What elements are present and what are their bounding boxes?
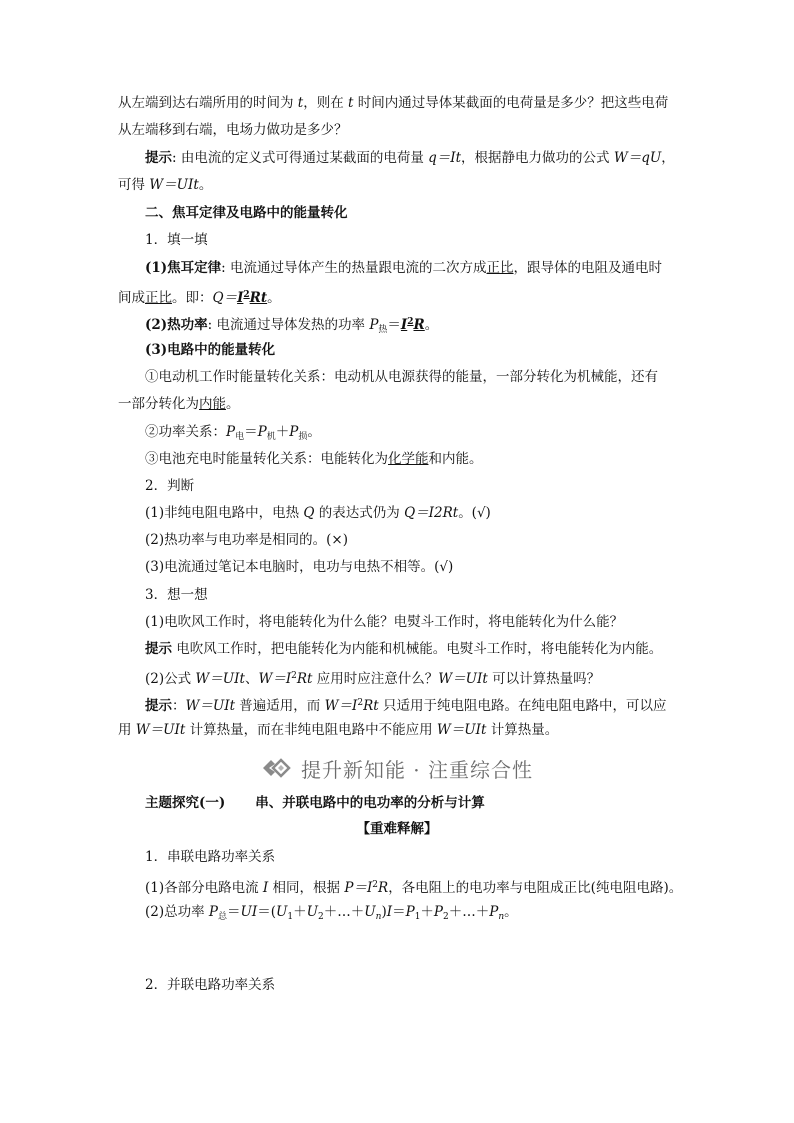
think-hint-2-line-1: 提示：W＝UIt 普遍适用，而 $W=I^2Rt$ 只适用于纯电阻电路。在纯电阻电路中，可以应 bbox=[145, 698, 667, 714]
think-question-1: (1)电吹风工作时，将电能转化为什么能？电熨斗工作时，将电能转化为什么能？ bbox=[145, 614, 624, 630]
para-line-2: 从左端移到右端，电场力做功是多少？ bbox=[118, 122, 348, 138]
heat-power-line: (2)热功率: 电流通过导体发热的功率 $P_热=I^2R$。 bbox=[145, 317, 439, 335]
think-hint-1: 提示 电吹风工作时，把电能转化为内能和机械能。电熨斗工作时，将电能转化为内能。 bbox=[145, 641, 663, 657]
para-line-1: 从左端到达右端所用的时间为 t，则在 t 时间内通过导体某截面的电荷量是多少？把这些电荷 bbox=[118, 95, 669, 111]
key-difficulty-heading: 【重难释解】 bbox=[356, 821, 438, 837]
subheading-think: 3．想一想 bbox=[145, 587, 208, 603]
joule-law-line-2: 间成正比。即：$Q=I^2Rt$。 bbox=[118, 290, 281, 306]
motor-line-1: ①电动机工作时能量转化关系：电动机从电源获得的能量，一部分转化为机械能，还有 bbox=[145, 369, 658, 385]
series-power-heading: 1．串联电路功率关系 bbox=[145, 849, 276, 865]
think-hint-2-line-2: 用 W＝UIt 计算热量，而在非纯电阻电路中不能应用 W＝UIt 计算热量。 bbox=[118, 722, 559, 738]
judge-item-3: (3)电流通过笔记本电脑时，电功与电热不相等。(√) bbox=[145, 559, 454, 575]
parallel-power-heading: 2．并联电路功率关系 bbox=[145, 977, 276, 993]
section-heading-joule: 二、焦耳定律及电路中的能量转化 bbox=[145, 205, 348, 221]
judge-item-1: (1)非纯电阻电路中，电热 Q 的表达式仍为 Q＝I2Rt。(√) bbox=[145, 505, 491, 521]
banner-logo-icon bbox=[261, 757, 291, 779]
subheading-fill: 1．填一填 bbox=[145, 232, 208, 248]
battery-charge-line: ③电池充电时能量转化关系：电能转化为化学能和内能。 bbox=[145, 451, 483, 467]
series-power-line-2: (2)总功率 $P_总=UI=(U_1+U_2+\dots+U_n)I=P_1+P_2+\dots+P_n$。 bbox=[145, 904, 518, 922]
series-power-line-1: (1)各部分电路电流 I 相同，根据 $P=I^2R$，各电阻上的电功率与电阻成正比(纯电阻电路)。 bbox=[145, 880, 683, 896]
hint-line-1: 提示: 由电流的定义式可得通过某截面的电荷量 q＝It，根据静电力做功的公式 W＝qU， bbox=[145, 150, 675, 166]
energy-conversion-heading: (3)电路中的能量转化 bbox=[145, 342, 276, 358]
section-banner bbox=[0, 753, 794, 783]
hint-line-2: 可得 W＝UIt。 bbox=[118, 177, 213, 193]
joule-law-line-1: (1)焦耳定律: 电流通过导体产生的热量跟电流的二次方成正比，跟导体的电阻及通电时 bbox=[145, 260, 663, 276]
banner-title: 提升新知能 · 注重综合性 bbox=[300, 757, 534, 782]
motor-line-2: 一部分转化为内能。 bbox=[118, 396, 240, 412]
judge-item-2: (2)热功率与电功率是相同的。(×) bbox=[145, 532, 348, 548]
power-relation-line: ②功率关系：$P_电=P_机+P_损$。 bbox=[145, 424, 321, 442]
think-question-2: (2)公式 W＝UIt、$W=I^2Rt$ 应用时应注意什么？W＝UIt 可以计算热量吗？ bbox=[145, 671, 601, 687]
subheading-judge: 2．判断 bbox=[145, 478, 195, 494]
topic-heading: 主题探究(一) 串、并联电路中的电功率的分析与计算 bbox=[145, 795, 485, 811]
